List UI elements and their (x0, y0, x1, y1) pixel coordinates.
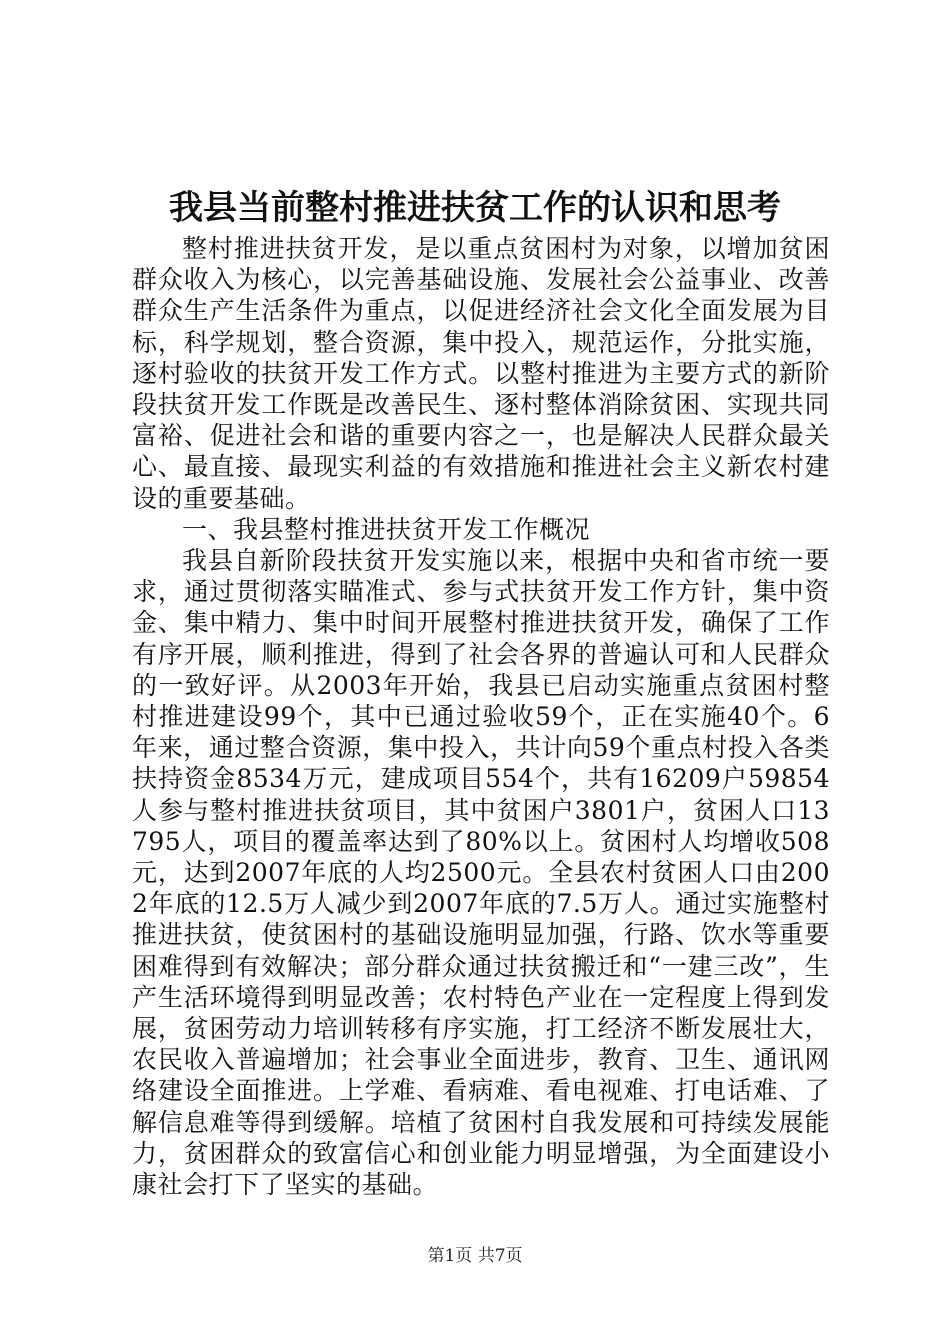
document-body (132, 233, 830, 1200)
intro-paragraph: 整村推进扶贫开发，是以重点贫困村为对象，以增加贫困群众收入为核心，以完善基础设施、发展社会公益事业、改善群众生产生活条件为重点，以促进经济社会文化全面发展为目标，科学规划，整合资源，集中投入，规范运作，分批实施，逐村验收的扶贫开发工作方式。以整村推进为主要方式的新阶段扶贫开发工作既是改善民生、逐村整体消除贫困、实现共同富裕、促进社会和谐的重要内容之一，也是解决人民群众最关心、最直接、最现实利益的有效措施和推进社会主义新农村建设的重要基础。 (132, 234, 830, 513)
overview-paragraph: 我县自新阶段扶贫开发实施以来，根据中央和省市统一要求，通过贯彻落实瞄准式、参与式扶贫开发工作方针，集中资金、集中精力、集中时间开展整村推进扶贫开发，确保了工作有序开展，顺利推进，得到了社会各界的普遍认可和人民群众的一致好评。从2003年开始，我县已启动实施重点贫困村整村推进建设99个，其中已通过验收59个，正在实施40个。6年来，通过整合资源，集中投入，共计向59个重点村投入各类扶持资金8534万元，建成项目554个，共有16209户59854人参与整村推进扶贫项目，其中贫困户3801户，贫困人口13795人，项目的覆盖率达到了80%以上。贫困村人均增收508元，达到2007年底的人均2500元。全县农村贫困人口由2002年底的12.5万人减少到2007年底的7.5万人。通过实施整村推进扶贫，使贫困村的基础设施明显加强，行路、饮水等重要困难得到有效解决；部分群众通过扶贫搬迁和“一建三改”，生产生活环境得到明显改善；农村特色产业在一定程度上得到发展，贫困劳动力培训转移有序实施，打工经济不断发展壮大，农民收入普遍增加；社会事业全面进步，教育、卫生、通讯网络建设全面推进。上学难、看病难、看电视难、打电话难、了解信息难等得到缓解。培植了贫困村自我发展和可持续发展能力，贫困群众的致富信心和创业能力明显增强，为全面建设小康社会打下了坚实的基础。 (132, 546, 830, 1200)
page-number-footer: 第1页 共7页 (427, 1246, 523, 1266)
document-title: 我县当前整村推进扶贫工作的认识和思考 (169, 188, 781, 228)
section-heading: 一、我县整村推进扶贫开发工作概况 (182, 514, 591, 544)
